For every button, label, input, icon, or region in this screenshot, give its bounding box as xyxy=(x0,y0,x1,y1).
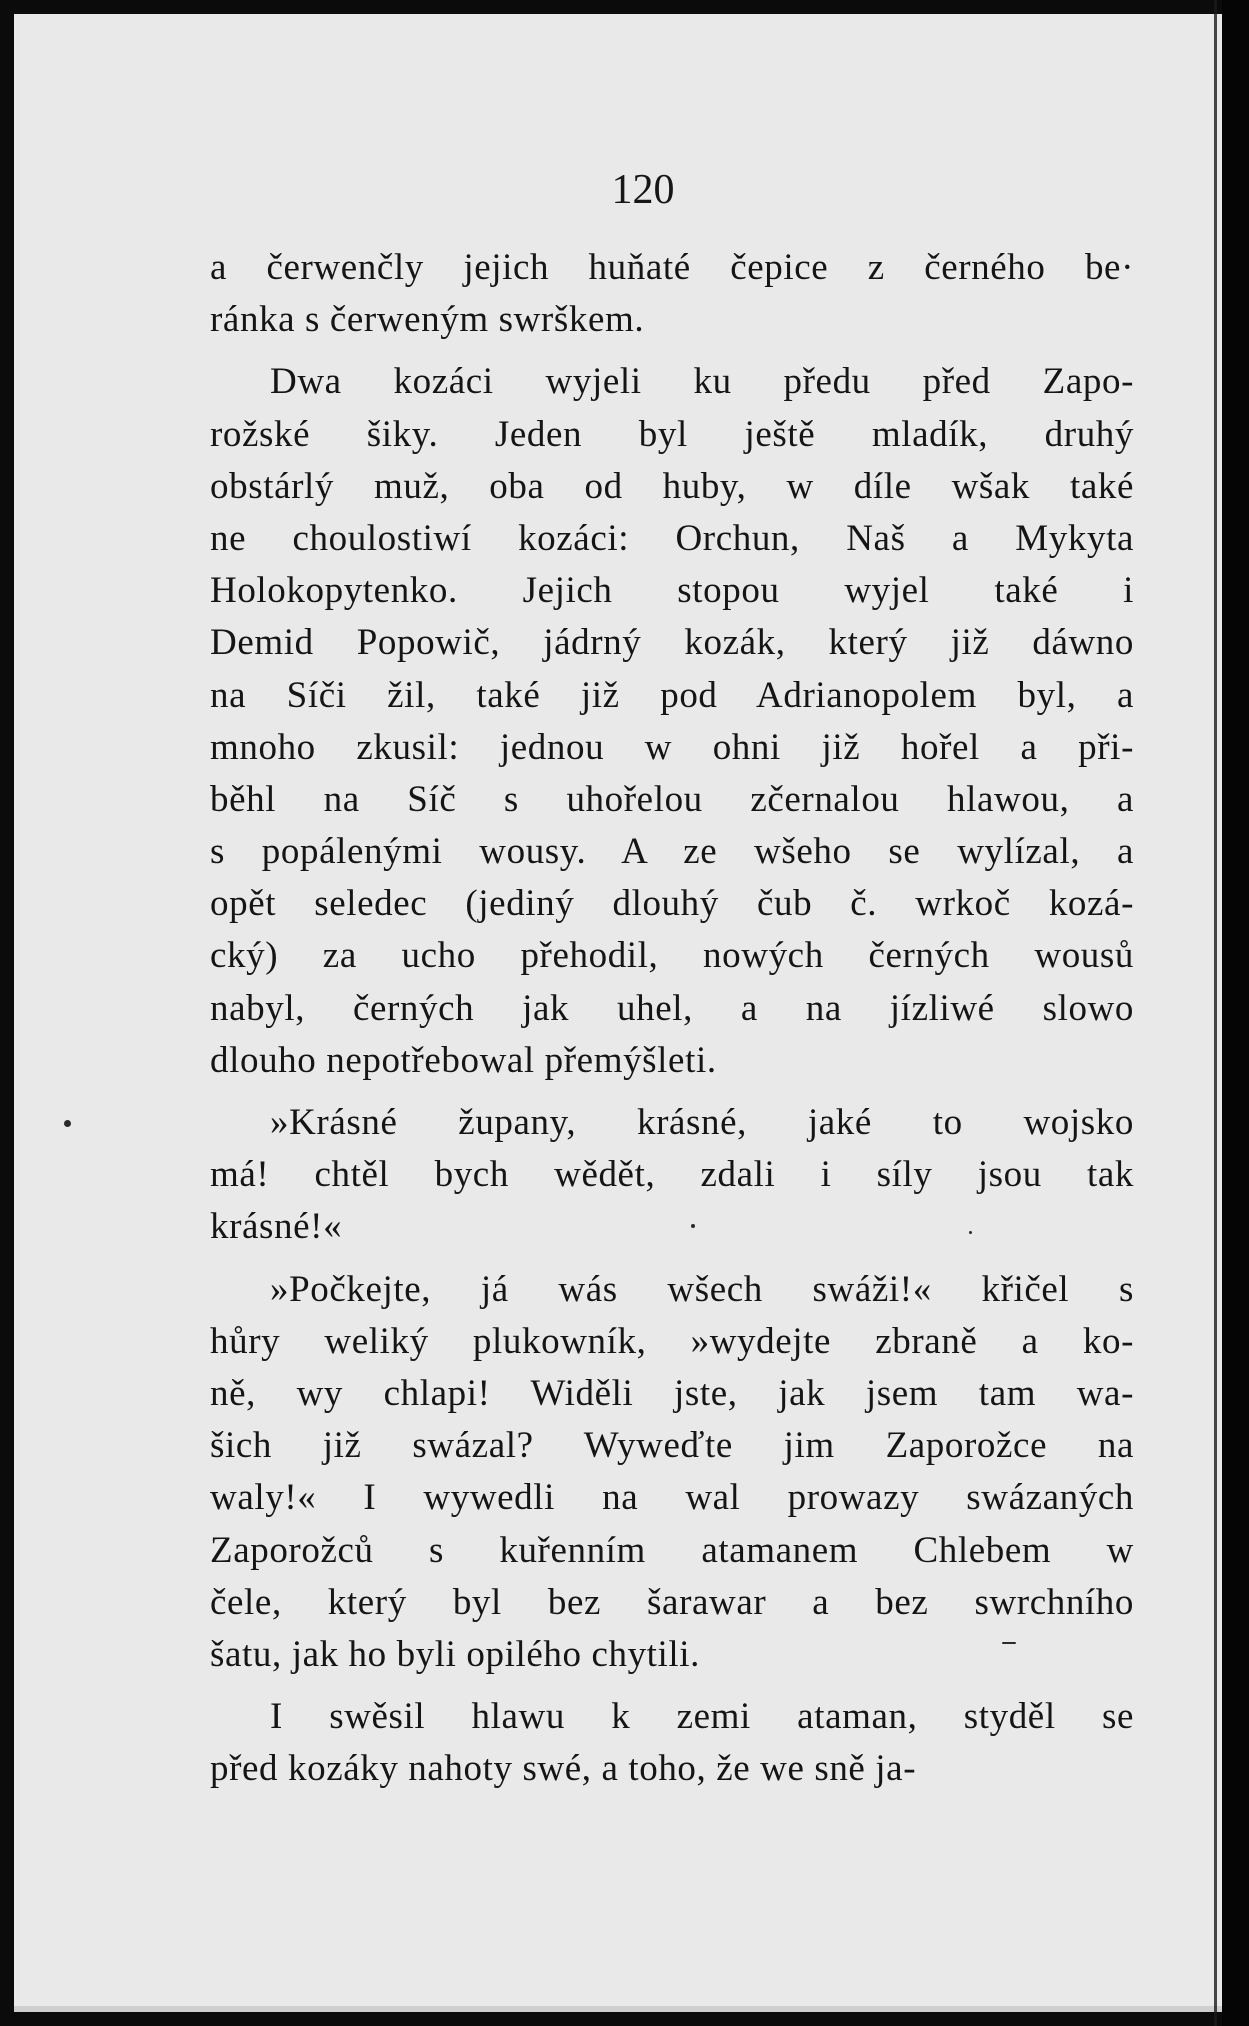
page-fold-line xyxy=(1214,0,1217,2026)
page-bottom-edge xyxy=(14,2006,1222,2012)
text-line: I swěsil hlawu k zemi ataman, styděl se xyxy=(270,1696,1134,1738)
text-line: »Krásné župany, krásné, jaké to wojsko xyxy=(270,1102,1134,1143)
text-line: na Síči žil, také již pod Adrianopolem byl, a xyxy=(210,674,1134,716)
paragraph-gap xyxy=(210,1087,1134,1097)
text-line: s popálenými wousy. A ze wšeho se wylízal, a xyxy=(210,831,1134,873)
text-line: krásné!« xyxy=(210,1206,343,1248)
text-line: waly!« I wywedli na wal prowazy swázaných xyxy=(210,1477,1134,1519)
text-line: šatu, jak ho byli opilého chytili. xyxy=(210,1633,701,1675)
body-text xyxy=(210,242,1134,1795)
paragraph-gap xyxy=(210,1681,1134,1691)
page-number: 120 xyxy=(611,167,675,213)
text-line: obstárlý muž, oba od huby, w díle wšak také xyxy=(210,465,1134,507)
scan-speck xyxy=(1002,1642,1016,1644)
scan-speck xyxy=(969,1231,972,1234)
text-line: Holokopytenko. Jejich stopou wyjel také i xyxy=(210,570,1134,612)
text-line: nabyl, černých jak uhel, a na jízliwé slowo xyxy=(210,987,1134,1029)
text-line: rožské šiky. Jeden byl ještě mladík, druhý xyxy=(210,413,1134,455)
book-page xyxy=(14,14,1222,2012)
text-line: hůry weliký plukowník, »wydejte zbraně a ko- xyxy=(210,1320,1134,1362)
text-line: běhl na Síč s uhořelou zčernalou hlawou, a xyxy=(210,778,1134,820)
text-line: šich již swázal? Wyweďte jim Zaporožce na xyxy=(210,1425,1134,1467)
scan-speck xyxy=(64,1120,71,1127)
text-line: Zaporožců s kuřenním atamanem Chlebem w xyxy=(210,1529,1134,1571)
text-line: čele, který byl bez šarawar a bez swrchního xyxy=(210,1581,1134,1623)
scan-right-edge xyxy=(1222,0,1249,2026)
text-line: a čerwenčly jejich huňaté čepice z černého be· xyxy=(210,247,1134,288)
text-line: ránka s čerweným swrškem. xyxy=(210,299,645,341)
paragraph-gap xyxy=(210,1254,1134,1264)
text-line: ne choulostiwí kozáci: Orchun, Naš a Mykyta xyxy=(210,517,1134,559)
text-line: Dwa kozáci wyjeli ku předu před Zapo- xyxy=(270,361,1134,403)
paragraph-gap xyxy=(210,346,1134,356)
text-line: cký) za ucho přehodil, nowých černých wousů xyxy=(210,935,1134,977)
text-line: ně, wy chlapi! Widěli jste, jak jsem tam wa- xyxy=(210,1372,1134,1414)
text-line: opět seledec (jediný dlouhý čub č. wrkoč kozá- xyxy=(210,883,1134,925)
text-line: před kozáky nahoty swé, a toho, že we sně ja- xyxy=(210,1748,917,1790)
text-line: dlouho nepotřebowal přemýšleti. xyxy=(210,1039,717,1081)
text-line: Demid Popowič, jádrný kozák, který již dáwno xyxy=(210,622,1134,664)
text-line: »Počkejte, já wás wšech swáži!« křičel s xyxy=(270,1268,1134,1310)
text-line: má! chtěl bych wědět, zdali i síly jsou tak xyxy=(210,1154,1134,1196)
text-line: mnoho zkusil: jednou w ohni již hořel a při- xyxy=(210,726,1134,768)
scan-speck xyxy=(691,1224,695,1228)
